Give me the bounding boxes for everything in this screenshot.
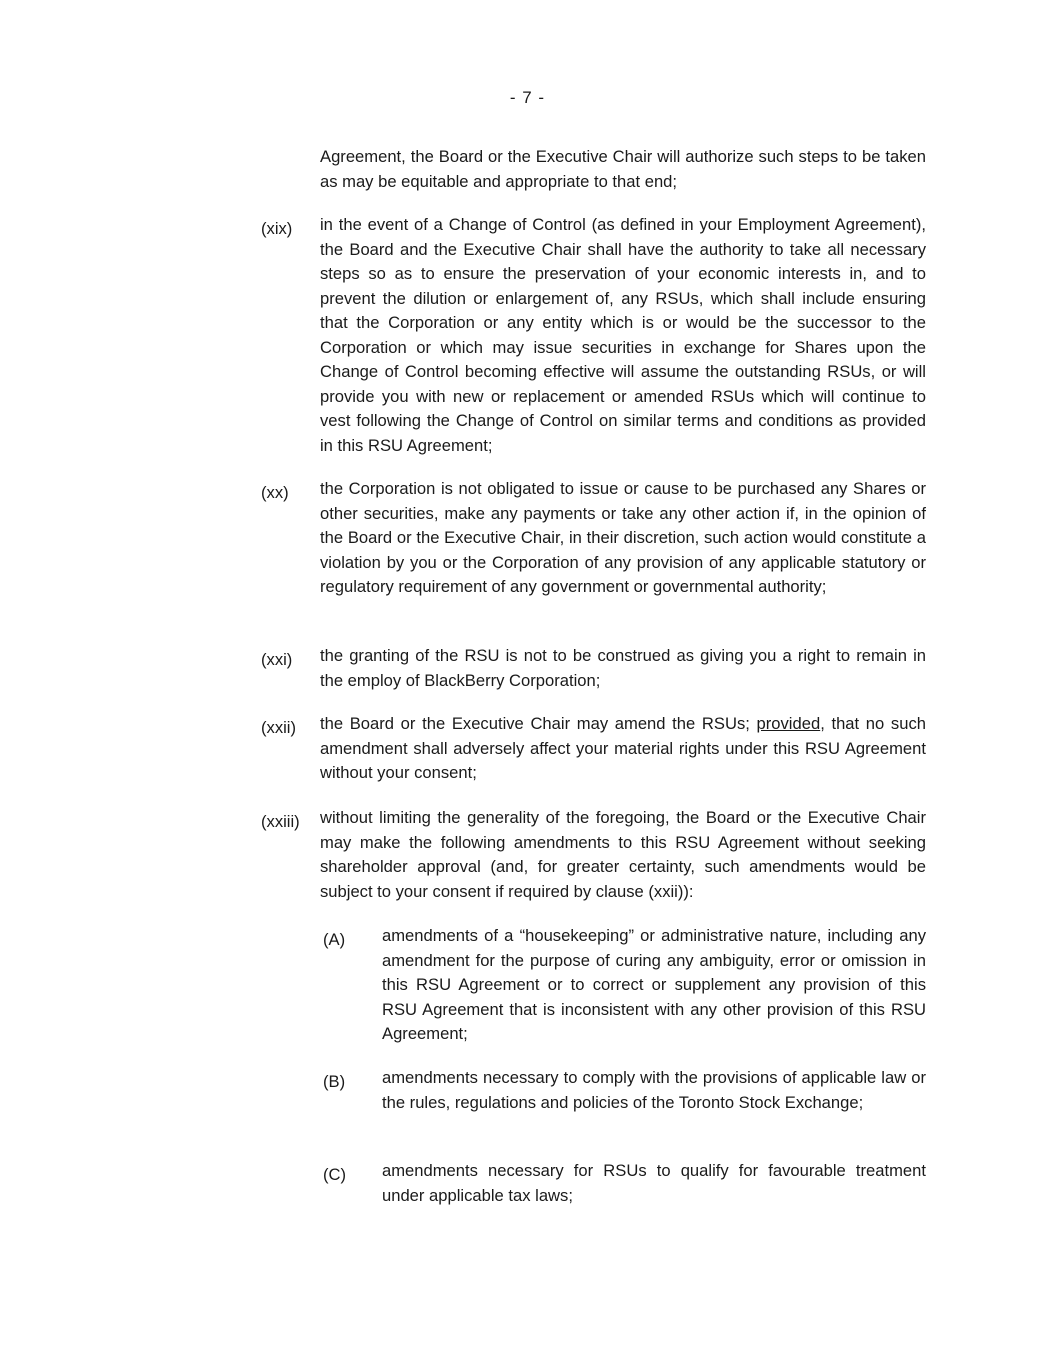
continuation-paragraph: Agreement, the Board or the Executive Chair will authorize such steps to be taken as may be equitable and appropriate to that end;	[320, 147, 926, 191]
page-number: - 7 -	[509, 88, 546, 107]
item-marker: (xxi)	[261, 650, 293, 669]
subitem-marker: (C)	[323, 1165, 347, 1184]
item-xx-text: the Corporation is not obligated to issue or cause to be purchased any Shares or other securities, make any payments or take any other action if, in the opinion of the Board or the Executive Chair, in their discretion, such action would constitute a violation by you or the Corporation of any provision of any applicable statutory or regulatory requirement of any government or governmental authority;	[320, 479, 926, 596]
item-xxi-text: the granting of the RSU is not to be construed as giving you a right to remain in the employ of BlackBerry Corporation;	[320, 646, 926, 690]
item-marker: (xx)	[261, 483, 289, 502]
item-xxii-text-before: the Board or the Executive Chair may amend the RSUs;	[320, 714, 757, 733]
item-xix-text: in the event of a Change of Control (as defined in your Employment Agreement), the Board and the Executive Chair shall have the authority to take all necessary steps so as to ensure the preservation of your economic interests in, and to prevent the dilution or enlargement of, any RSUs, which shall include ensuring that the Corporation or any entity which is or would be the successor to the Corporation or which may issue securities in exchange for Shares upon the Change of Control becoming effective will assume the outstanding RSUs, or will provide you with new or replacement or amended RSUs which will continue to vest following the Change of Control on similar terms and conditions as provided in this RSU Agreement;	[320, 215, 926, 455]
item-marker: (xxiii)	[261, 812, 300, 831]
provided-underlined: provided	[756, 714, 821, 733]
subitem-c-text: amendments necessary for RSUs to qualify for favourable treatment under applicable tax laws;	[382, 1161, 926, 1205]
subitem-marker: (B)	[323, 1072, 346, 1091]
subitem-a-text: amendments of a “housekeeping” or administrative nature, including any amendment for the purpose of curing any ambiguity, error or omission in this RSU Agreement or to correct or supplement any provision of this RSU Agreement that is inconsistent with any other provision of this RSU Agreement;	[382, 926, 926, 1043]
item-xxii-text-after: , that no such amendment shall adversely affect your material rights under this RSU Agreement without your consent;	[320, 714, 926, 782]
item-marker: (xxii)	[261, 718, 297, 737]
item-marker: (xix)	[261, 219, 293, 238]
item-xxii-text	[320, 712, 926, 786]
subitem-marker: (A)	[323, 930, 346, 949]
item-xxiii-text: without limiting the generality of the foregoing, the Board or the Executive Chair may make the following amendments to this RSU Agreement without seeking shareholder approval (and, for greater certainty, such amendments would be subject to your consent if required by clause (xxii)):	[320, 808, 926, 901]
subitem-b-text: amendments necessary to comply with the provisions of applicable law or the rules, regulations and policies of the Toronto Stock Exchange;	[382, 1068, 926, 1112]
